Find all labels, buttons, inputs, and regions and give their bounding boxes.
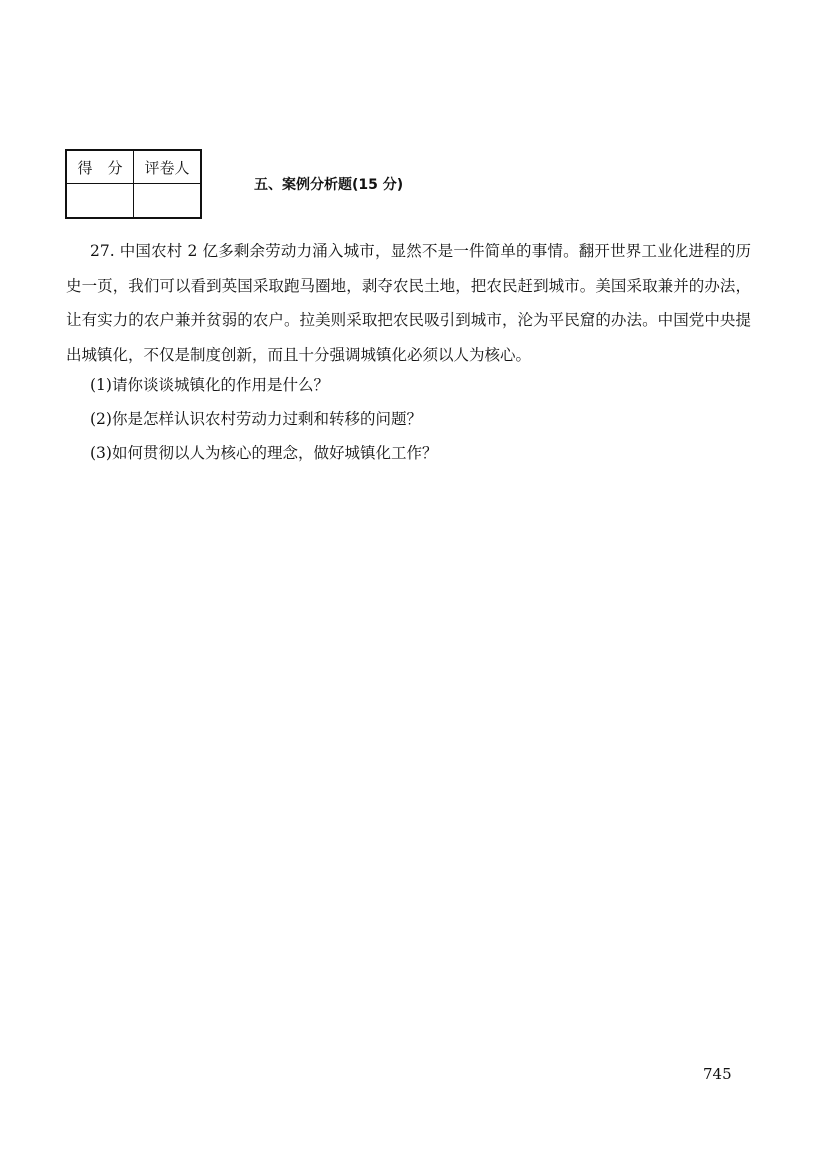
grader-cell (134, 184, 202, 219)
page-number: 745 (703, 1065, 732, 1083)
sub-question-3: (3)如何贯彻以人为核心的理念，做好城镇化工作？ (90, 444, 438, 462)
question-27-text: 27. 中国农村 2 亿多剩余劳动力涌入城市，显然不是一件简单的事情。翻开世界工业化进程的历史一页，我们可以看到英国采取跑马圈地，剥夺农民土地，把农民赶到城市。美国采取兼并的办法，让有实力的农户兼并贫弱的农户。拉美则采取把农民吸引到城市，沦为平民窟的办法。中国党中央提出城镇化，不仅是制度创新，而且十分强调城镇化必须以人为核心。 (66, 242, 751, 364)
sub-question-1: (1)请你谈谈城镇化的作用是什么？ (90, 376, 329, 394)
score-label: 得 分 (66, 150, 134, 184)
score-cell (66, 184, 134, 219)
score-table (65, 149, 202, 219)
sub-question-2: (2)你是怎样认识农村劳动力过剩和转移的问题？ (90, 410, 422, 428)
section-title: 五、案例分析题(15 分) (254, 177, 404, 193)
grader-label: 评卷人 (134, 150, 202, 184)
